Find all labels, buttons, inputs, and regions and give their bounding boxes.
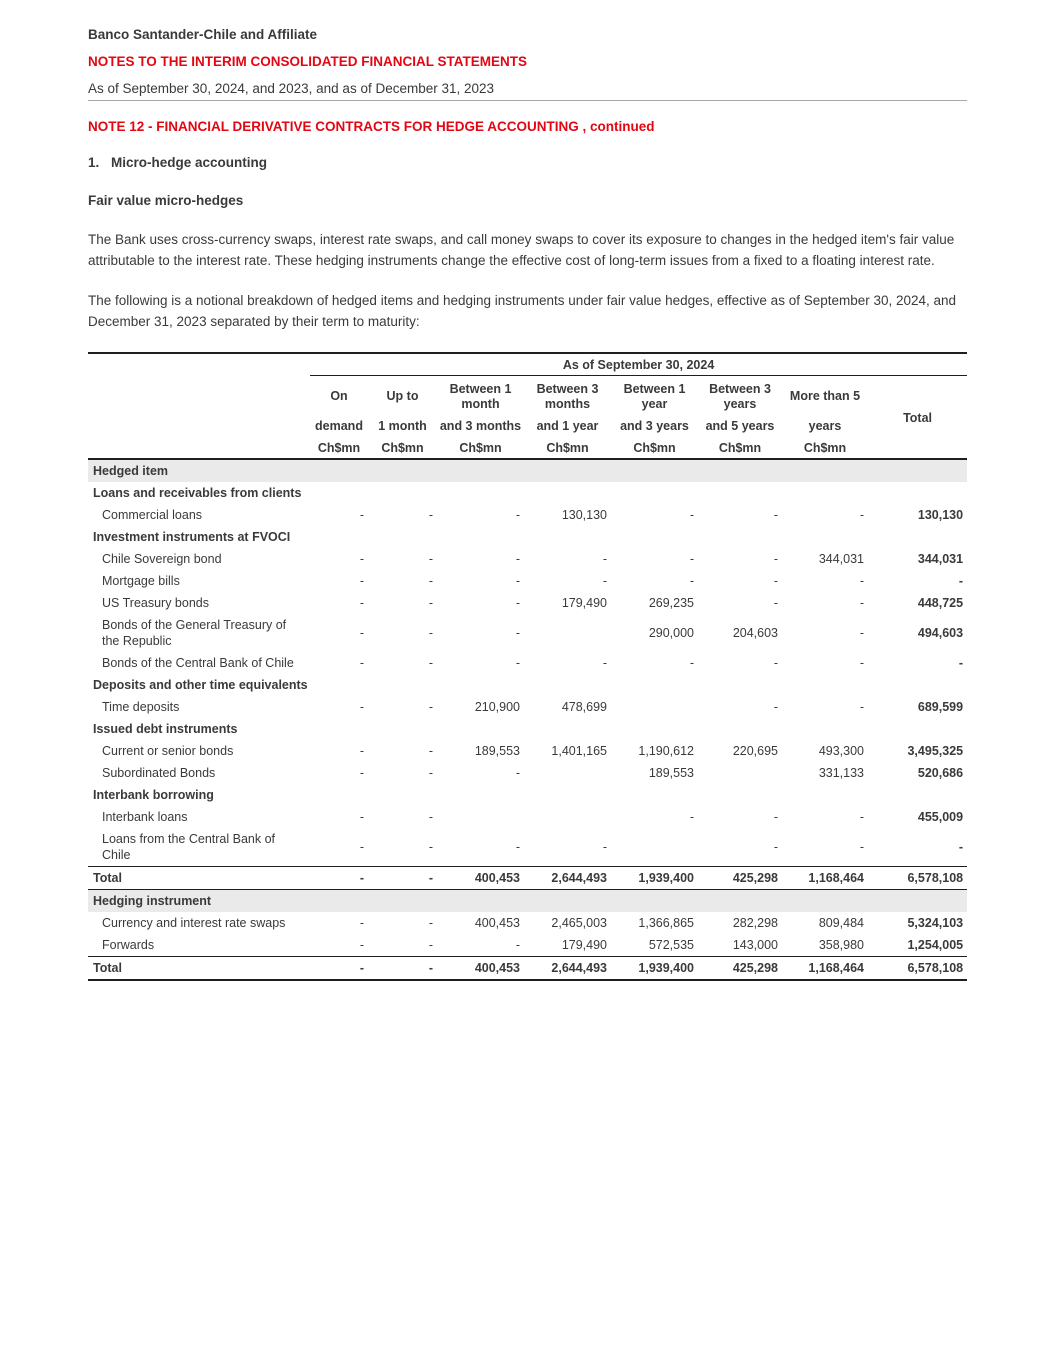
data-row: [88, 762, 967, 784]
data-row: [88, 504, 967, 526]
column-header-spacer: [88, 376, 310, 460]
column-header: [437, 376, 524, 460]
row-value-cell: -: [428, 656, 433, 671]
column-header-line: Ch$mn: [317, 440, 361, 455]
row-value-cell: 179,490: [561, 596, 607, 611]
row-value-cell: -: [359, 656, 364, 671]
row-value-cell: 1,168,464: [782, 867, 868, 890]
row-label: US Treasury bonds: [102, 596, 209, 611]
row-value-cell: -: [859, 810, 864, 825]
row-label: Total: [88, 957, 310, 981]
column-header-line: Between 1 month: [449, 382, 512, 411]
row-label: Bonds of the Central Bank of Chile: [102, 656, 294, 671]
row-value-cell: [524, 614, 611, 652]
company-name: Banco Santander-Chile and Affiliate: [88, 27, 318, 42]
group-row: [88, 718, 967, 740]
row-value-cell: 572,535: [648, 938, 694, 953]
row-total-cell: 494,603: [917, 626, 964, 641]
row-value-cell: 809,484: [818, 916, 864, 931]
subsection-title: Fair value micro-hedges: [88, 193, 244, 208]
column-header-line: Ch$mn: [633, 440, 676, 455]
row-value-cell: -: [359, 938, 364, 953]
row-value-cell: -: [773, 810, 778, 825]
row-label: Investment instruments at FVOCI: [93, 530, 291, 545]
row-value-cell: 189,553: [648, 766, 694, 781]
row-value-cell: -: [859, 656, 864, 671]
paragraph-table-lead: The following is a notional breakdown of hedged items and hedging instruments under fair value hedges, effective as of September 30, 2024, and December 31, 2023 separated by their term to maturity:: [88, 293, 957, 329]
row-value-cell: -: [515, 766, 520, 781]
row-total-cell: 689,599: [917, 700, 964, 715]
row-value-cell: [524, 762, 611, 784]
row-value-cell: 1,939,400: [611, 957, 698, 981]
row-value-cell: -: [428, 766, 433, 781]
column-header-line: 1 month: [378, 419, 427, 434]
row-value-cell: 282,298: [732, 916, 778, 931]
column-header: [611, 376, 698, 460]
row-total-cell: 6,578,108: [868, 867, 967, 890]
column-header-line: and 1 year: [536, 419, 599, 434]
row-value-cell: -: [428, 810, 433, 825]
row-value-cell: 425,298: [698, 867, 782, 890]
row-value-cell: 130,130: [561, 508, 607, 523]
column-header-line: and 3 months: [439, 419, 522, 434]
row-label: Hedged item: [88, 459, 967, 482]
row-value-cell: -: [310, 867, 368, 890]
row-value-cell: -: [859, 840, 864, 855]
row-value-cell: 358,980: [818, 938, 864, 953]
row-value-cell: -: [359, 810, 364, 825]
row-label: Subordinated Bonds: [102, 766, 216, 781]
column-header-line: Ch$mn: [381, 440, 424, 455]
row-total-cell: 130,130: [917, 508, 964, 523]
row-total-cell: -: [958, 840, 964, 855]
row-value-cell: -: [428, 938, 433, 953]
group-row: [88, 784, 967, 806]
row-label: Time deposits: [102, 700, 180, 715]
row-value-cell: -: [602, 840, 607, 855]
total-row: [88, 867, 967, 890]
row-value-cell: -: [359, 744, 364, 759]
row-value-cell: -: [859, 626, 864, 641]
row-value-cell: 1,366,865: [638, 916, 694, 931]
row-value-cell: -: [515, 656, 520, 671]
row-value-cell: [524, 806, 611, 828]
row-value-cell: -: [773, 840, 778, 855]
row-total-cell: 1,254,005: [907, 938, 964, 953]
row-label: Commercial loans: [102, 508, 203, 523]
section-number: 1.: [88, 155, 100, 170]
column-header-line: Ch$mn: [459, 440, 502, 455]
row-value-cell: 331,133: [818, 766, 864, 781]
data-row: [88, 696, 967, 718]
row-value-cell: -: [428, 552, 433, 567]
data-row: [88, 828, 967, 867]
row-value-cell: 1,939,400: [611, 867, 698, 890]
row-label: Interbank borrowing: [93, 788, 214, 803]
note-title: NOTE 12 - FINANCIAL DERIVATIVE CONTRACTS FOR HEDGE ACCOUNTING , continued: [88, 119, 655, 134]
row-value-cell: [611, 828, 698, 867]
row-value-cell: 400,453: [437, 867, 524, 890]
row-label: Forwards: [102, 938, 155, 953]
row-value-cell: -: [515, 840, 520, 855]
row-value-cell: -: [368, 867, 437, 890]
row-value-cell: [698, 762, 782, 784]
row-value-cell: 400,453: [437, 957, 524, 981]
data-row: [88, 912, 967, 934]
column-header-line: On: [330, 389, 348, 404]
row-label: Current or senior bonds: [102, 744, 234, 759]
row-label: Hedging instrument: [88, 890, 967, 913]
row-label: Loans from the Central Bank of Chile: [102, 832, 276, 863]
row-value-cell: -: [428, 700, 433, 715]
section-title: Micro-hedge accounting: [111, 155, 268, 170]
spanning-header: As of September 30, 2024: [310, 353, 967, 376]
column-header-line: Between 1 year: [623, 382, 686, 411]
row-value-cell: -: [515, 574, 520, 589]
section-row: [88, 890, 967, 913]
row-value-cell: -: [428, 840, 433, 855]
row-value-cell: 2,644,493: [524, 867, 611, 890]
spanning-header-spacer: [88, 353, 310, 376]
header-divider: [88, 100, 967, 101]
row-value-cell: -: [773, 552, 778, 567]
column-header-line: Between 3 months: [536, 382, 599, 411]
row-value-cell: 2,465,003: [551, 916, 607, 931]
row-value-cell: -: [428, 916, 433, 931]
row-value-cell: 1,190,612: [638, 744, 694, 759]
column-header-row: [88, 376, 967, 460]
row-value-cell: 478,699: [561, 700, 607, 715]
row-value-cell: 179,490: [561, 938, 607, 953]
column-header-line: Between 3 years: [709, 382, 771, 411]
row-value-cell: -: [359, 700, 364, 715]
column-header-line: Up to: [386, 389, 419, 404]
row-value-cell: -: [515, 508, 520, 523]
table-body: [88, 459, 967, 980]
column-header-line: years: [808, 419, 842, 434]
column-header-total-label: Total: [903, 410, 933, 425]
data-row: [88, 740, 967, 762]
spanning-header-row: [88, 353, 967, 376]
row-label: Loans and receivables from clients: [93, 486, 302, 501]
row-value-cell: -: [602, 574, 607, 589]
row-value-cell: -: [359, 508, 364, 523]
row-total-cell: 6,578,108: [868, 957, 967, 981]
row-value-cell: 143,000: [732, 938, 778, 953]
row-total-cell: 344,031: [917, 552, 964, 567]
row-total-cell: 3,495,325: [907, 744, 964, 759]
row-value-cell: -: [773, 656, 778, 671]
group-row: [88, 482, 967, 504]
row-value-cell: -: [689, 508, 694, 523]
row-value-cell: 220,695: [732, 744, 778, 759]
row-value-cell: -: [428, 574, 433, 589]
row-value-cell: 425,298: [698, 957, 782, 981]
total-row: [88, 957, 967, 981]
row-value-cell: -: [359, 596, 364, 611]
row-value-cell: -: [859, 574, 864, 589]
row-value-cell: 1,168,464: [782, 957, 868, 981]
row-value-cell: -: [689, 810, 694, 825]
row-value-cell: -: [359, 916, 364, 931]
column-header: [868, 376, 967, 460]
row-value-cell: 189,553: [474, 744, 520, 759]
data-row: [88, 548, 967, 570]
section-heading: [88, 155, 967, 170]
column-header-line: and 3 years: [620, 419, 689, 434]
row-value-cell: -: [602, 552, 607, 567]
row-value-cell: -: [359, 626, 364, 641]
data-row: [88, 652, 967, 674]
column-header: [368, 376, 437, 460]
row-total-cell: 455,009: [917, 810, 964, 825]
row-value-cell: 1,401,165: [551, 744, 607, 759]
row-value-cell: 2,644,493: [524, 957, 611, 981]
column-header-line: More than 5: [789, 389, 861, 404]
document-title: NOTES TO THE INTERIM CONSOLIDATED FINANCIAL STATEMENTS: [88, 54, 528, 69]
row-value-cell: 344,031: [818, 552, 864, 567]
row-value-cell: 210,900: [474, 700, 520, 715]
row-value-cell: -: [859, 700, 864, 715]
row-total-cell: -: [958, 656, 964, 671]
row-total-cell: 520,686: [917, 766, 964, 781]
row-label: Currency and interest rate swaps: [102, 916, 286, 931]
column-header-line: demand: [315, 419, 363, 434]
row-value-cell: -: [859, 508, 864, 523]
row-value-cell: -: [359, 574, 364, 589]
row-label: Bonds of the General Treasury of the Republic: [102, 618, 287, 649]
row-value-cell: -: [773, 574, 778, 589]
row-value-cell: -: [689, 656, 694, 671]
column-header-line: Ch$mn: [718, 440, 762, 455]
page-content: [88, 27, 967, 981]
column-header-line: Ch$mn: [803, 440, 847, 455]
row-value-cell: 269,235: [648, 596, 694, 611]
data-row: [88, 806, 967, 828]
data-row: [88, 934, 967, 957]
row-value-cell: -: [428, 596, 433, 611]
row-value-cell: -: [773, 508, 778, 523]
data-row: [88, 614, 967, 652]
row-value-cell: -: [359, 766, 364, 781]
data-row: [88, 592, 967, 614]
row-value-cell: -: [689, 574, 694, 589]
section-row: [88, 459, 967, 482]
column-header-line: Ch$mn: [546, 440, 589, 455]
date-line: As of September 30, 2024, and 2023, and as of December 31, 2023: [88, 81, 495, 96]
row-value-cell: -: [310, 957, 368, 981]
row-value-cell: -: [428, 744, 433, 759]
row-value-cell: 493,300: [818, 744, 864, 759]
row-value-cell: -: [428, 508, 433, 523]
row-value-cell: -: [859, 596, 864, 611]
row-label: Interbank loans: [102, 810, 188, 825]
group-row: [88, 674, 967, 696]
row-value-cell: [611, 696, 698, 718]
column-header-line: and 5 years: [705, 419, 775, 434]
row-value-cell: -: [602, 656, 607, 671]
table-header: [88, 353, 967, 459]
row-value-cell: -: [428, 626, 433, 641]
row-value-cell: -: [515, 596, 520, 611]
row-value-cell: 290,000: [648, 626, 694, 641]
column-header: [310, 376, 368, 460]
row-value-cell: -: [368, 957, 437, 981]
paragraph-intro: The Bank uses cross-currency swaps, interest rate swaps, and call money swaps to cover its exposure to changes in the hedged item's fair value attributable to the interest rate. These hedging instruments change the effective cost of long-term issues from a fixed to a floating interest rate.: [88, 232, 955, 268]
group-row: [88, 526, 967, 548]
column-header: [524, 376, 611, 460]
row-label: Chile Sovereign bond: [102, 552, 222, 567]
row-value-cell: -: [359, 840, 364, 855]
column-header: [698, 376, 782, 460]
row-label: Deposits and other time equivalents: [93, 678, 308, 693]
row-value-cell: -: [515, 626, 520, 641]
row-total-cell: 448,725: [917, 596, 964, 611]
row-value-cell: 204,603: [732, 626, 778, 641]
row-label: Issued debt instruments: [93, 722, 238, 737]
row-value-cell: -: [515, 552, 520, 567]
row-value-cell: -: [689, 552, 694, 567]
row-total-cell: -: [958, 574, 964, 589]
data-row: [88, 570, 967, 592]
row-value-cell: -: [359, 552, 364, 567]
maturity-breakdown-table: [88, 352, 967, 981]
row-label: Total: [88, 867, 310, 890]
row-value-cell: 400,453: [474, 916, 520, 931]
row-value-cell: [437, 806, 524, 828]
row-label: Mortgage bills: [102, 574, 180, 589]
column-header: [782, 376, 868, 460]
row-value-cell: -: [515, 938, 520, 953]
row-total-cell: 5,324,103: [907, 916, 964, 931]
row-value-cell: -: [773, 700, 778, 715]
row-value-cell: -: [773, 596, 778, 611]
